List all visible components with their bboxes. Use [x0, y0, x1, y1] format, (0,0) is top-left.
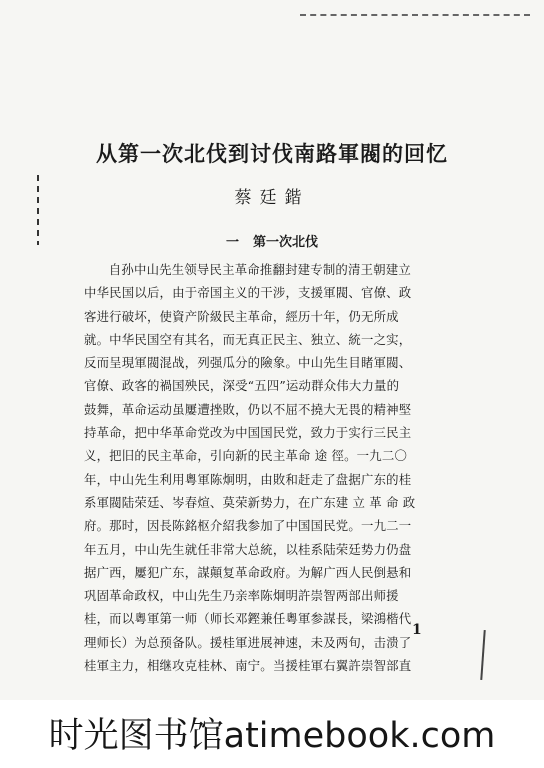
text-line: 据广西，屢犯广东，謀顛复革命政府。为解广西人民倒悬和 — [84, 564, 412, 580]
text-line: 义，把旧的民主革命，引向新的民主革命 途 徑。一九二〇 — [84, 448, 408, 464]
text-line: 自孙中山先生领导民主革命推翻封建专制的清王朝建立 — [108, 262, 411, 277]
text-line: 鼓舞，革命运动虽屢遭挫敗，仍以不屈不撓大无畏的精神堅 — [84, 401, 412, 417]
text-line: 理师长）为总预备队。援桂軍进展神速，未及两旬，击溃了 — [84, 634, 412, 650]
text-line: 巩固革命政权，中山先生乃亲率陈炯明許崇智两部出师援 — [84, 588, 399, 604]
text-line: 系軍閥陆荣廷、岑春煊、莫荣新势力，在广东建 立 革 命 政 — [84, 494, 416, 510]
article-title: 从第一次北伐到讨伐南路軍閥的回忆 — [96, 142, 448, 166]
text-line: 中华民国以后，由于帝国主义的干涉，支援軍閥、官僚、政 — [84, 285, 412, 301]
text-line: 客进行破坏，使資产阶級民主革命，經历十年，仍无所成 — [84, 308, 399, 324]
section-heading — [0, 231, 544, 250]
text-line: 反而呈現軍閥混战，列强瓜分的險象。中山先生目睹軍閥、 — [84, 355, 412, 371]
text-line: 官僚、政客的禍国殃民，深受“五四”运动群众伟大力量的 — [84, 378, 400, 394]
text-line: 年，中山先生利用粵軍陈炯明，由敗和赶走了盘据广东的桂 — [84, 471, 412, 487]
text-line: 就。中华民国空有其名，而无真正民主、独立、統一之实， — [84, 331, 412, 347]
section-title: 第一次北伐 — [253, 235, 319, 250]
section-number: 一 — [225, 235, 239, 250]
text-line: 年五月，中山先生就任非常大总統，以桂系陆荣廷势力仍盘 — [84, 541, 412, 557]
page-number: 1 — [412, 622, 422, 638]
text-line: 持革命，把中华革命党改为中国国民党，致力于实行三民主 — [84, 425, 412, 441]
margin-mark — [480, 630, 485, 680]
body-paragraph — [84, 258, 450, 677]
text-line: 桂軍主力，相继攻克桂林、南宁。当援桂軍右翼許崇智部直 — [84, 658, 412, 674]
watermark-text: 时光图书馆atimebook.com — [48, 716, 496, 756]
header-dash-rule — [300, 14, 530, 18]
author-name: 蔡廷鍇 — [234, 188, 310, 208]
text-line: 桂，而以粵軍第一师（师长邓鏗兼任粵軍参謀長，梁鴻楷代 — [84, 611, 412, 627]
text-line: 府。那时，因長陈銘枢介紹我参加了中国国民党。一九二一 — [84, 518, 412, 534]
